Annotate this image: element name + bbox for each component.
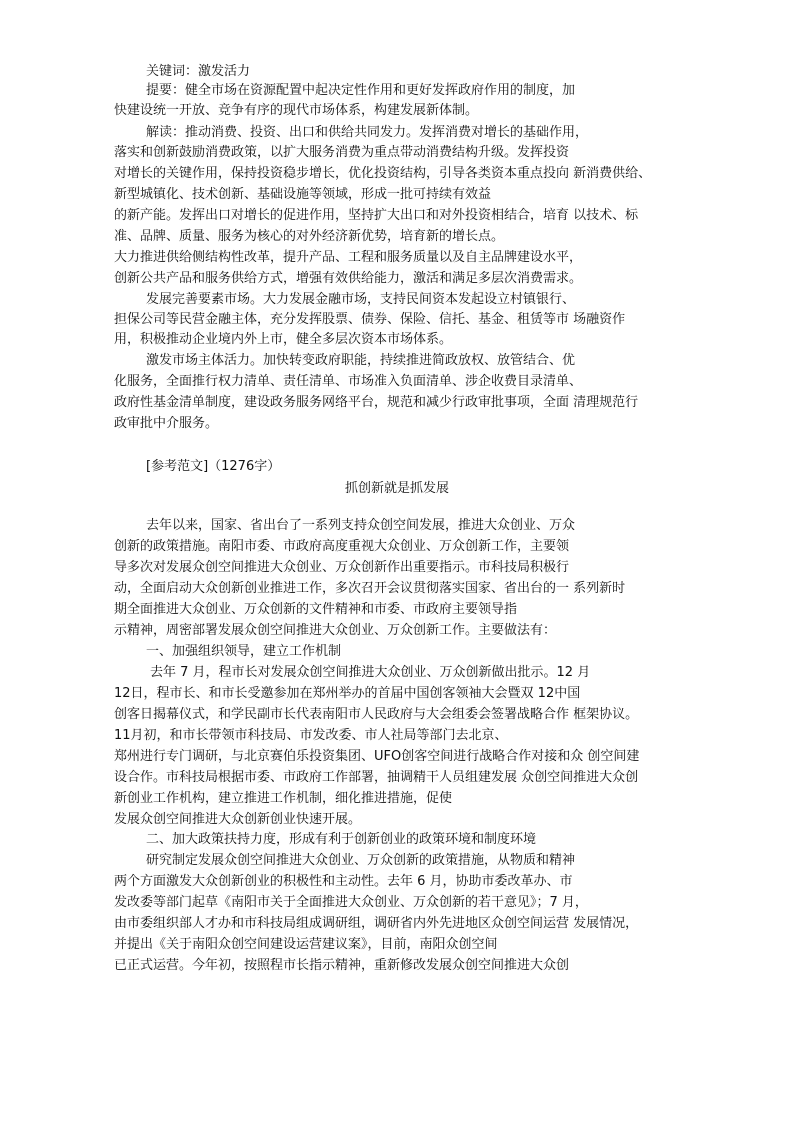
text-line: 提要：健全市场在资源配置中起决定性作用和更好发挥政府作用的制度，加 [146,83,576,98]
text-line: 解读：推动消费、投资、出口和供给共同发力。发挥消费对增长的基础作用， [146,125,589,140]
text-line: 对增长的关键作用，保持投资稳步增长，优化投资结构，引导各类资本重点投向 新消费供给、 [114,166,652,181]
text-line: 由市委组织部人才办和市科技局组成调研组，调研省内外先进地区众创空间运营 发展情况， [114,916,639,931]
text-line: 期全面推进大众创业、万众创新的文件精神和市委、市政府主要领导指 [114,602,518,617]
text-line: 新型城镇化、技术创新、基础设施等领域，形成一批可持续有效益 [114,187,492,202]
text-line: 导多次对发展众创空间推进大众创业、万众创新作出重要指示。市科技局积极行 [114,560,570,575]
text-line: 12日，程市长、和市长受邀参加在郑州举办的首届中国创客领袖大会暨双 12中国 [114,686,581,701]
text-line: 担保公司等民营金融主体，充分发挥股票、债券、保险、信托、基金、租赁等市 场融资作 [114,312,626,327]
text-line: 用，积极推动企业境内外上市，健全多层次资本市场体系。 [114,332,453,347]
text-line: 11月初，和市长带领市科技局、市发改委、市人社局等部门去北京、 [114,728,508,743]
text-line: 动，全面启动大众创新创业推进工作，多次召开会议贯彻落实国家、省出台的一 系列新时 [114,581,626,596]
text-line: 去年 7 月，程市长对发展众创空间推进大众创业、万众创新做出批示。12 月 [150,665,591,680]
text-line: 并提出《关于南阳众创空间建设运营建议案》，目前，南阳众创空间 [114,937,498,952]
text-line: 创新的政策措施。南阳市委、市政府高度重视大众创业、万众创新工作，主要领 [114,539,570,554]
text-line: 示精神，周密部署发展众创空间推进大众创业、万众创新工作。主要做法有： [114,623,557,638]
text-line: 政审批中介服务。 [114,416,219,431]
text-line: 已正式运营。今年初，按照程市长指示精神，重新修改发展众创空间推进大众创 [114,958,570,973]
essay-title: 抓创新就是抓发展 [344,481,449,496]
text-line: 发改委等部门起草《南阳市关于全面推进大众创业、万众创新的若干意见》；7 月， [114,895,588,910]
text-line: 研究制定发展众创空间推进大众创业、万众创新的政策措施，从物质和精神 [146,853,576,868]
section-heading: 二、加大政策扶持力度，形成有利于创新创业的政策环境和制度环境 [146,832,537,847]
text-line: 设合作。市科技局根据市委、市政府工作部署，抽调精干人员组建发展 众创空间推进大众创 [114,770,639,785]
section-heading: 一、加强组织领导，建立工作机制 [146,644,342,659]
reference-label: [参考范文]（1276字） [146,459,281,474]
text-line: 大力推进供给侧结构性改革，提升产品、工程和服务质量以及自主品牌建设水平， [114,250,583,265]
text-line: 政府性基金清单制度，建设政务服务网络平台，规范和减少行政审批事项，全面 清理规范行 [114,395,639,410]
text-line: 郑州进行专门调研，与北京赛伯乐投资集团、UFO创客空间进行战略合作对接和众 创空间建 [114,749,640,764]
text-line: 创新公共产品和服务供给方式，增强有效供给能力，激活和满足多层次消费需求。 [114,271,583,286]
text-line: 新创业工作机构，建立推进工作机制，细化推进措施，促使 [114,791,453,806]
text-line: 创客日揭幕仪式，和学民副市长代表南阳市人民政府与大会组委会签署战略合作 框架协议。 [114,707,639,722]
text-line: 化服务，全面推行权力清单、责任清单、市场准入负面清单、涉企收费目录清单、 [114,374,583,389]
text-line: 激发市场主体活力。加快转变政府职能，持续推进简政放权、放管结合、优 [146,353,576,368]
text-line: 发展众创空间推进大众创新创业快速开展。 [114,812,362,827]
text-line: 落实和创新鼓励消费政策，以扩大服务消费为重点带动消费结构升级。发挥投资 [114,145,570,160]
text-line: 发展完善要素市场。大力发展金融市场，支持民间资本发起设立村镇银行、 [146,292,576,307]
text-line: 的新产能。发挥出口对增长的促进作用，坚持扩大出口和对外投资相结合，培育 以技术、标 [114,208,639,223]
text-line: 去年以来，国家、省出台了一系列支持众创空间发展，推进大众创业、万众 [146,518,576,533]
text-line: 两个方面激发大众创新创业的积极性和主动性。去年 6 月，协助市委改革办、市 [114,874,573,889]
keywords-line: 关键词：激发活力 [146,64,251,79]
text-line: 准、品牌、质量、服务为核心的对外经济新优势，培育新的增长点。 [114,229,505,244]
text-line: 快建设统一开放、竞争有序的现代市场体系，构建发展新体制。 [114,103,479,118]
